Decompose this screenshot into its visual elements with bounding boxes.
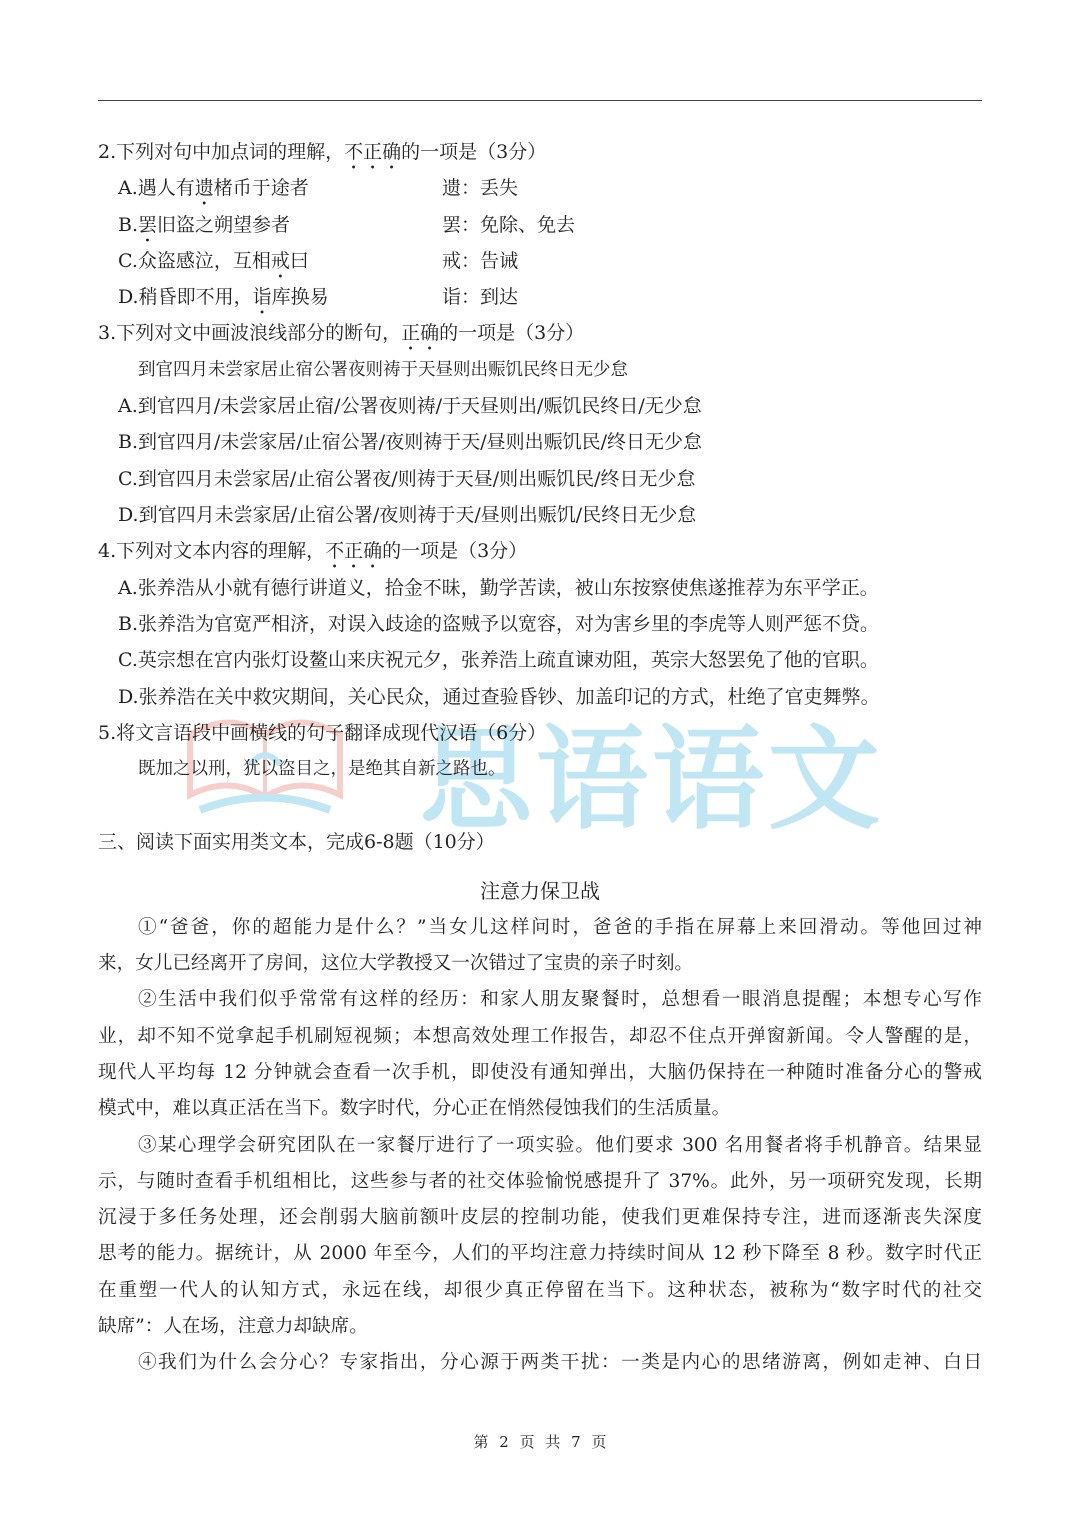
watermark-text: 思语语文: [420, 715, 884, 845]
paragraph-line: ②生活中我们似乎常常有这样的经历：和家人朋友聚餐时，总想看一眼消息提醒；本想专心写作: [138, 989, 982, 1010]
option-text: 库换易: [271, 286, 329, 308]
page-number: 第 2 页 共 7 页: [473, 1433, 607, 1451]
paragraph-line: 业，却不知不觉拿起手机刷短视频；本想高效处理工作报告，却忍不住点开弹窗新闻。令人警醒的是，: [98, 1026, 982, 1047]
paragraph-line: ①“爸爸，你的超能力是什么？”当女儿这样问时，爸爸的手指在屏幕上来回滑动。等他回过神: [138, 917, 982, 938]
question-2-stem: [98, 140, 982, 174]
stem-text: 的一项是（3分）: [401, 141, 547, 163]
q2-option-c-meaning: 戒：告诫: [442, 250, 519, 272]
dotted-word: 遗: [194, 177, 214, 199]
q2-option-a-meaning: 遗：丢失: [442, 177, 519, 199]
q4-option-b: B.张养浩为官宽严相济，对误入歧途的盗贼予以宽容，对为害乡里的李虎等人则严惩不贷。: [118, 613, 880, 635]
option-text: 旧盗之朔望参者: [157, 214, 291, 236]
q4-option-a: A.张养浩从小就有德行讲道义，拾金不昧，勤学苦读，被山东按察使焦遂推荐为东平学正。: [118, 577, 879, 599]
header-rule: [98, 100, 982, 101]
stem-text: 3.下列对文中画波浪线部分的断句，: [98, 322, 402, 344]
q5-quoted-sentence: 既加之以刑，犹以盗目之，是绝其自新之路也。: [138, 759, 506, 779]
emphasized-text: 不正确: [344, 141, 402, 163]
q3-option-a: A.到官四月/未尝家居止宿/公署夜则祷/于天昼则出/赈饥民终日/无少怠: [118, 395, 702, 417]
option-text: 曰: [289, 250, 309, 272]
paragraph-line: 来，女儿已经离开了房间，这位大学教授又一次错过了宝贵的亲子时刻。: [98, 953, 694, 974]
stem-text: 的一项是（3分）: [382, 540, 528, 562]
q2-option-c: [118, 249, 1002, 283]
dotted-word: 罢: [138, 214, 158, 236]
paragraph-line: 沉浸于多任务处理，还会削弱大脑前额叶皮层的控制功能，使我们更难保持专注，进而逐渐丧失深度: [98, 1207, 982, 1228]
paragraph-line: 思考的能力。据统计，从 2000 年至今，人们的平均注意力持续时间从 12 秒下降至 8 秒。数字时代正: [98, 1243, 982, 1264]
question-3-stem: [98, 321, 982, 355]
q3-option-c: C.到官四月未尝家居/止宿公署夜/则祷于天昼/则出赈饥民/终日无少怠: [118, 468, 696, 490]
q3-option-b: B.到官四月/未尝家居/止宿公署/夜则祷于天/昼则出赈饥民/终日无少怠: [118, 431, 703, 453]
q2-option-b-meaning: 罢：免除、免去: [442, 214, 576, 236]
stem-text: 4.下列对文本内容的理解，: [98, 540, 326, 562]
option-text: 楮币于途者: [213, 177, 309, 199]
option-text: D.稍昏即不用，: [118, 286, 253, 308]
section-3-heading: 三、阅读下面实用类文本，完成6-8题（10分）: [98, 831, 495, 853]
paragraph-line: ④我们为什么会分心？专家指出，分心源于两类干扰：一类是内心的思绪游离，例如走神、白日: [138, 1352, 982, 1373]
paragraph-line: 缺席”：人在场，注意力却缺席。: [98, 1316, 368, 1337]
q4-option-d: D.张养浩在关中救灾期间，关心民众，通过查验昏钞、加盖印记的方式，杜绝了官吏舞弊。: [118, 686, 880, 708]
emphasized-text: 不正确: [325, 540, 383, 562]
article-title: 注意力保卫战: [480, 879, 600, 903]
paragraph-line: 在重塑一代人的认知方式，永远在线，却很少真正停留在当下。这种状态，被称为“数字时代的社交: [98, 1280, 982, 1301]
q2-option-d: [118, 285, 1002, 319]
q3-quoted-sentence: 到官四月未尝家居止宿公署夜则祷于天昼则出赈饥民终日无少怠: [138, 360, 628, 380]
paragraph-line: 模式中，难以真正活在当下。数字时代，分心正在悄然侵蚀我们的生活质量。: [98, 1098, 731, 1119]
stem-text: 的一项是（3分）: [439, 322, 585, 344]
q4-option-c: C.英宗想在宫内张灯设鳌山来庆祝元夕，张养浩上疏直谏劝阻，英宗大怒罢免了他的官职。: [118, 649, 879, 671]
option-text: B.: [118, 214, 139, 236]
q3-option-d: D.到官四月未尝家居/止宿公署/夜则祷于天/昼则出赈饥/民终日无少怠: [118, 504, 697, 526]
dotted-word: 诣: [252, 286, 272, 308]
option-text: C.众盗感泣，互相: [118, 250, 271, 272]
paragraph-line: 现代人平均每 12 分钟就会查看一次手机，即使没有通知弹出，大脑仍保持在一种随时准备分心的警戒: [98, 1062, 982, 1083]
question-4-stem: [98, 539, 982, 573]
q2-option-d-meaning: 诣：到达: [442, 286, 519, 308]
q2-option-a: [118, 176, 1002, 210]
paragraph-line: ③某心理学会研究团队在一家餐厅进行了一项实验。他们要求 300 名用餐者将手机静音。结果显: [138, 1135, 982, 1156]
dotted-word: 戒: [270, 250, 290, 272]
option-text: A.遇人有: [118, 177, 195, 199]
paragraph-line: 示，与随时查看手机组相比，这些参与者的社交体验愉悦感提升了 37%。此外，另一项研究发现，长期: [98, 1171, 982, 1192]
emphasized-text: 正确: [401, 322, 440, 344]
question-5-stem: 5.将文言语段中画横线的句子翻译成现代汉语（6分）: [98, 722, 547, 744]
stem-text: 2.下列对句中加点词的理解，: [98, 141, 345, 163]
